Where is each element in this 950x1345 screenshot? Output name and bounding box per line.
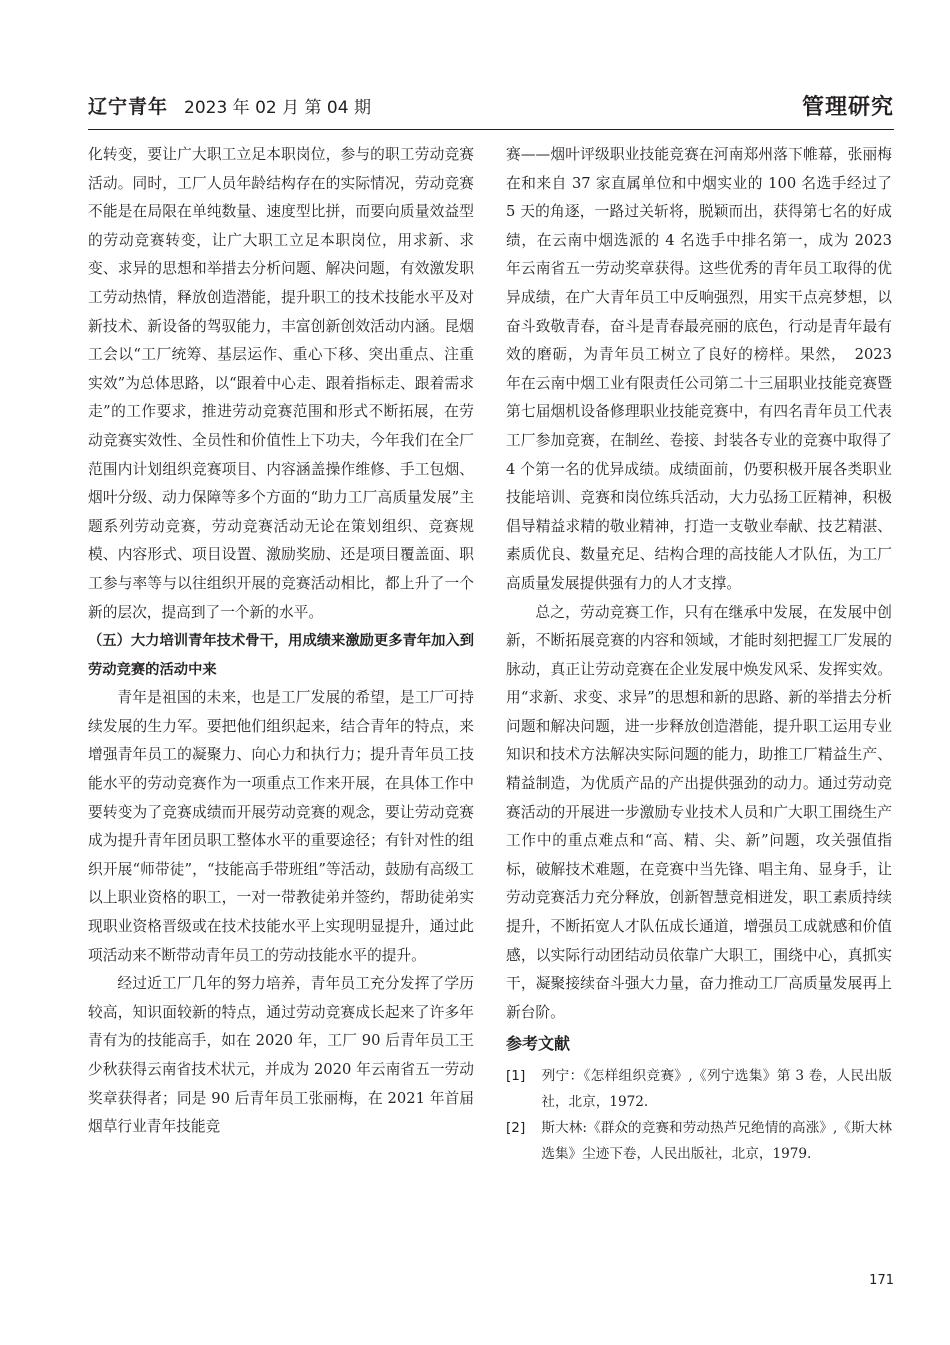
journal-name: 辽宁青年 bbox=[88, 96, 169, 118]
left-column bbox=[88, 141, 474, 1142]
page-number: 171 bbox=[869, 1273, 894, 1288]
header-rule bbox=[88, 129, 894, 130]
reference-text: 斯大林:《群众的竞赛和劳动热芦兄绝情的高涨》,《斯大林选集》尘迹下卷，人民出版社，北京，1979. bbox=[541, 1120, 892, 1163]
references-heading: 参考文献 bbox=[506, 1034, 571, 1054]
section-heading: （五）大力培训青年技术骨干，用成绩来激励更多青年加入到劳动竞赛的活动中来 bbox=[88, 633, 475, 678]
reference-text: 列宁：《怎样组织竞赛》,《列宁选集》第 3 卷，人民出版社，北京，1972. bbox=[541, 1068, 892, 1111]
reference-number: [2] bbox=[506, 1120, 526, 1137]
paragraph: 经过近工厂几年的努力培养，青年员工充分发挥了学历较高，知识面较新的特点，通过劳动竞赛成长起来了许多年青有为的技能高手，如在 2020 年，工厂 90 后青年员工王少秋获得云南省技术状元，并成为 2020 年云南省五一劳动奖章获得者；同是 90 后青年员工张丽梅，在 2021 年首届烟草行业青年技能竞 bbox=[88, 975, 474, 1136]
paragraph: 总之，劳动竞赛工作，只有在继承中发展，在发展中创新，不断拓展竞赛的内容和领域，才能时刻把握工厂发展的脉动，真正让劳动竞赛在企业发展中焕发风采、发挥实效。用“求新、求变、求异”的思想和新的思路、新的举措去分析问题和解决问题，进一步释放创造潜能，提升职工运用专业知识和技术方法解决实际问题的能力，助推工厂精益生产、精益制造，为优质产品的产出提供强劲的动力。通过劳动竞赛活动的开展进一步激励专业技术人员和广大职工围绕生产工作中的重点难点和“高、精、尖、新”问题，攻关强值指标，破解技术难题，在竞赛中当先锋、唱主角、显身手，让劳动竞赛活力充分释放，创新智慧竞相迸发，职工素质持续提升，不断拓宽人才队伍成长通道，增强员工成就感和价值感，以实际行动团结动员依靠广大职工，围绕中心，真抓实干，凝聚接续奋斗强大力量，奋力推动工厂高质量发展再上新台阶。 bbox=[506, 603, 892, 1021]
issue-date: 2023 年 02 月 第 04 期 bbox=[184, 98, 371, 118]
reference-number: [1] bbox=[506, 1068, 526, 1085]
paragraph: 青年是祖国的未来，也是工厂发展的希望，是工厂可持续发展的生力军。要把他们组织起来，结合青年的特点，来增强青年员工的凝聚力、向心力和执行力；提升青年员工技能水平的劳动竞赛作为一项重点工作来开展，在具体工作中要转变为了竞赛成绩而开展劳动竞赛的观念，要让劳动竞赛成为提升青年团员职工整体水平的重要途径；有针对性的组织开展“师带徒”，“技能高手带班组”等活动，鼓励有高级工以上职业资格的职工，一对一带教徒弟并签约，帮助徒弟实现职业资格晋级或在技术技能水平上实现明显提升，通过此项活动来不断带动青年员工的劳动技能水平的提升。 bbox=[88, 689, 474, 964]
page-header bbox=[88, 92, 894, 124]
reference-item bbox=[506, 1063, 892, 1115]
paragraph: 赛——烟叶评级职业技能竞赛在河南郑州落下帷幕，张丽梅在和来自 37 家直属单位和中烟实业的 100 名选手经过了 5 天的角逐，一路过关斩将，脱颖而出，获得第七名的好成绩，在云南中烟选派的 4 名选手中排名第一，成为 2023 年云南省五一劳动奖章获得。这些优秀的青年员工取得的优异成绩，在广大青年员工中反响强烈，用实干点亮梦想，以奋斗致敬青春，奋斗是青春最亮丽的底色，行动是青年最有效的磨砺，为青年员工树立了良好的榜样。果然， 2023 年在云南中烟工业有限责任公司第二十三届职业技能竞赛暨第七届烟机设备修理职业技能竞赛中，有四名青年员工代表工厂参加竞赛，在制丝、卷接、封装各专业的竞赛中取得了 4 个第一名的优异成绩。成绩面前，仍要积极开展各类职业技能培训、竞赛和岗位练兵活动，大力弘扬工匠精神，积极倡导精益求精的敬业精神，打造一支敬业奉献、技艺精湛、素质优良、数量充足、结构合理的高技能人才队伍，为工厂高质量发展提供强有力的人才支撑。 bbox=[506, 146, 892, 592]
reference-item bbox=[506, 1115, 892, 1167]
paragraph: 化转变，要让广大职工立足本职岗位，参与的职工劳动竞赛活动。同时，工厂人员年龄结构存在的实际情况，劳动竞赛不能是在局限在单纯数量、速度型比拼，而要向质量效益型的劳动竞赛转变，让广大职工立足本职岗位，用求新、求变、求异的思想和举措去分析问题、解决问题，有效激发职工劳动热情，释放创造潜能，提升职工的技术技能水平及对新技术、新设备的驾驭能力，丰富创新创效活动内涵。昆烟工会以“工厂统筹、基层运作、重心下移、突出重点、注重实效”为总体思路，以“跟着中心走、跟着指标走、跟着需求走”的工作要求，推进劳动竞赛范围和形式不断拓展，在劳动竞赛实效性、全员性和价值性上下功夫，今年我们在全厂范围内计划组织竞赛项目、内容涵盖操作维修、手工包烟、烟叶分级、动力保障等多个方面的“助力工厂高质量发展”主题系列劳动竞赛，劳动竞赛活动无论在策划组织、竞赛规模、内容形式、项目设置、激励奖励、还是项目覆盖面、职工参与率等与以往组织开展的竞赛活动相比，都上升了一个新的层次，提高到了一个新的水平。 bbox=[88, 146, 474, 621]
section-title: 管理研究 bbox=[801, 95, 894, 120]
right-column bbox=[506, 141, 892, 1167]
